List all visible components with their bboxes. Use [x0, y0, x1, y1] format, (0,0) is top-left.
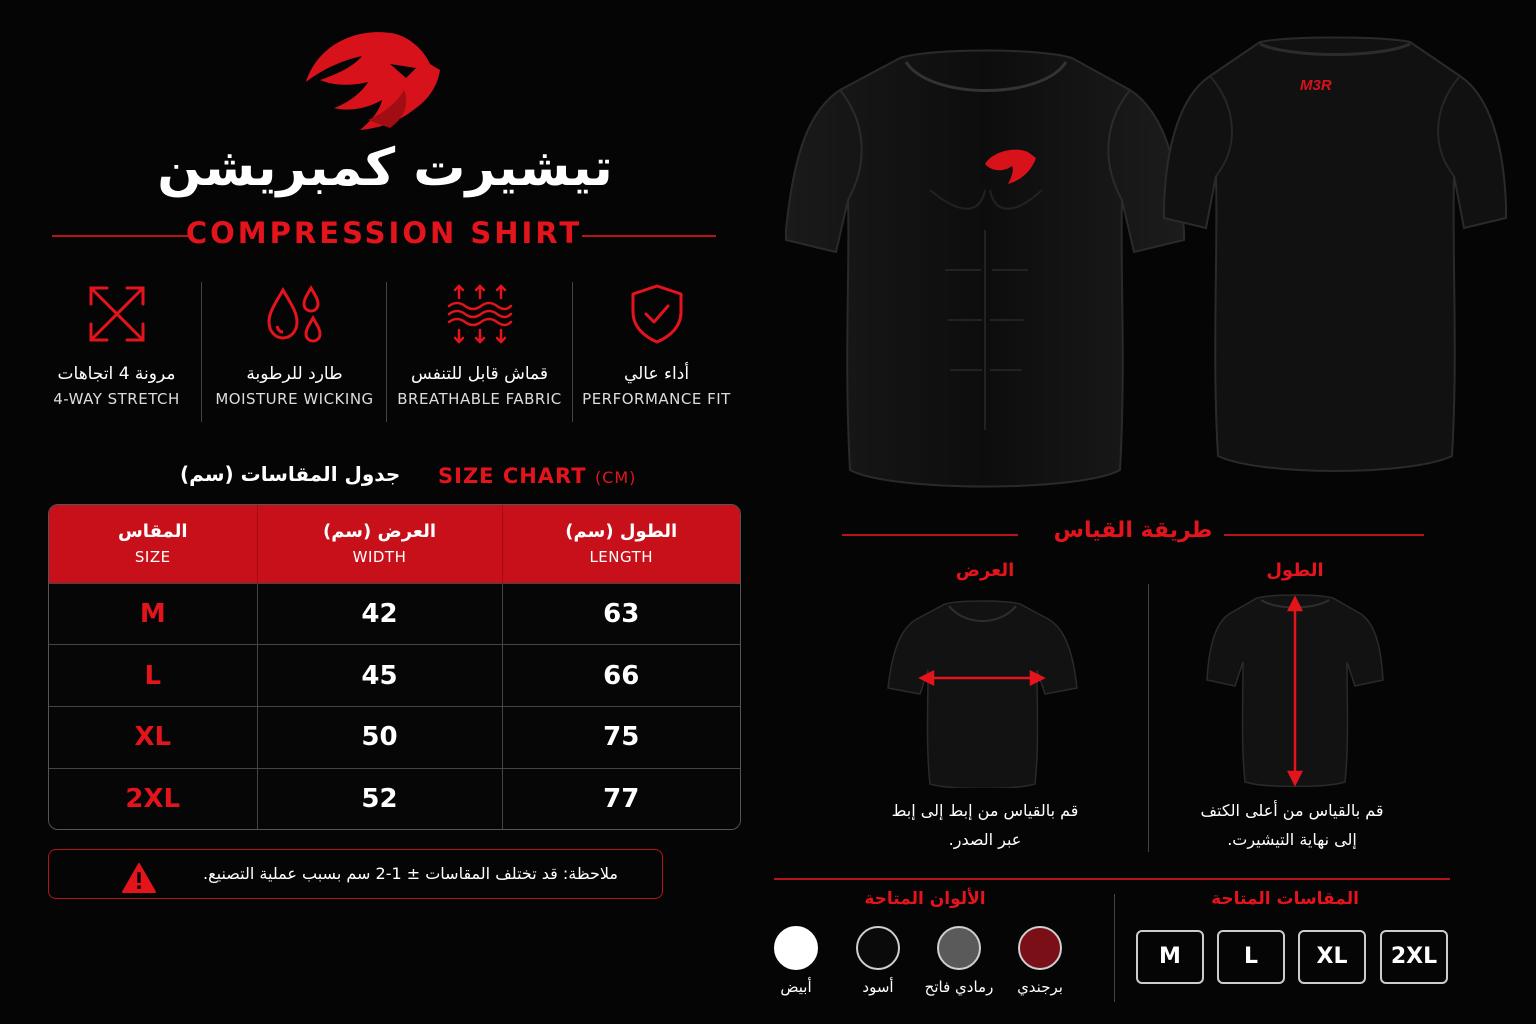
size-cell: XL: [49, 706, 257, 768]
column-header-size: [49, 505, 257, 583]
column-header-length: [502, 505, 740, 583]
back-print-text: M3R: [1300, 77, 1332, 94]
water-drops-icon: [263, 282, 327, 346]
sizes-title: المقاسات المتاحة: [1211, 889, 1359, 909]
size-note: [48, 849, 663, 899]
feature-label-ar: قماش قابل للتنفس: [411, 364, 548, 384]
table-header-row: [49, 505, 740, 583]
feature-label-ar: مرونة 4 اتجاهات: [57, 364, 176, 384]
size-chart-title-ar: جدول المقاسات (سم): [180, 462, 401, 486]
width-cell: 50: [257, 706, 502, 768]
divider-right: [1224, 534, 1424, 536]
length-cell: 66: [502, 645, 740, 707]
color-label: رمادي فاتح: [924, 978, 994, 996]
size-option-l[interactable]: L: [1217, 930, 1285, 984]
four-way-arrows-icon: [85, 282, 149, 346]
length-description-line: قم بالقياس من أعلى الكتف: [1200, 801, 1384, 820]
size-cell: 2XL: [49, 768, 257, 829]
measure-divider: [1148, 584, 1149, 852]
feature-label-en: PERFORMANCE FIT: [582, 390, 731, 408]
colors-title: الألوان المتاحة: [864, 889, 986, 909]
size-chart-table: [48, 504, 741, 830]
size-option-m[interactable]: M: [1136, 930, 1204, 984]
size-chart-title-en: [438, 464, 636, 488]
page-title-arabic: تيشيرت كمبريشن: [157, 138, 613, 198]
table-row: [49, 706, 740, 768]
divider-right: [582, 235, 716, 237]
size-option-2xl[interactable]: 2XL: [1380, 930, 1448, 984]
color-label: برجندي: [1017, 978, 1063, 996]
feature-performance-fit: [564, 282, 749, 424]
shield-check-icon: [625, 282, 689, 346]
length-description: [1152, 796, 1432, 854]
feature-breathable-fabric: [387, 282, 572, 424]
column-header-ar: العرض (سم): [322, 521, 437, 543]
table-row: [49, 583, 740, 645]
bottom-vertical-divider: [1114, 894, 1115, 1002]
subtitle-banner: [52, 214, 716, 258]
length-label: الطول: [1266, 560, 1324, 581]
table-row: [49, 645, 740, 707]
length-cell: 63: [502, 583, 740, 645]
shirt-back-image: [1160, 36, 1510, 476]
feature-label-ar: أداء عالي: [623, 364, 690, 384]
size-cell: M: [49, 583, 257, 645]
size-option-xl[interactable]: XL: [1298, 930, 1366, 984]
length-cell: 77: [502, 768, 740, 829]
feature-label-en: BREATHABLE FABRIC: [397, 390, 562, 408]
airflow-waves-icon: [445, 282, 515, 346]
width-cell: 52: [257, 768, 502, 829]
size-chart-title-text: SIZE CHART: [438, 464, 587, 488]
column-header-en: SIZE: [134, 548, 171, 567]
color-swatch-burgundy[interactable]: [1018, 926, 1062, 970]
table-row: [49, 768, 740, 829]
red-lion-head-icon: [298, 24, 444, 136]
bottom-divider: [774, 878, 1450, 880]
column-header-width: [257, 505, 502, 583]
page-title-english: COMPRESSION SHIRT: [185, 216, 583, 250]
feature-label-en: MOISTURE WICKING: [215, 390, 374, 408]
warning-triangle-icon: [121, 862, 157, 894]
color-swatch-white[interactable]: [774, 926, 818, 970]
color-label: أبيض: [780, 978, 812, 996]
feature-label-ar: طارد للرطوبة: [246, 364, 343, 384]
length-cell: 75: [502, 706, 740, 768]
width-label: العرض: [955, 560, 1015, 581]
size-cell: L: [49, 645, 257, 707]
column-header-en: WIDTH: [352, 548, 407, 567]
color-swatch-light-gray[interactable]: [937, 926, 981, 970]
column-header-ar: المقاس: [117, 521, 188, 543]
width-description: [850, 796, 1120, 854]
width-cell: 42: [257, 583, 502, 645]
feature-moisture-wicking: [202, 282, 387, 424]
feature-label-en: 4-WAY STRETCH: [53, 390, 180, 408]
width-measure-illustration: [885, 598, 1080, 788]
size-note-text: ملاحظة: قد تختلف المقاسات ± 1-2 سم بسبب عملية التصنيع.: [203, 864, 618, 883]
color-label: أسود: [862, 978, 894, 996]
shirt-front-image: [780, 40, 1190, 495]
column-header-ar: الطول (سم): [565, 521, 678, 543]
width-description-line: قم بالقياس من إبط إلى إبط: [891, 801, 1079, 820]
size-chart-unit: (CM): [594, 468, 637, 487]
length-measure-illustration: [1205, 592, 1385, 787]
color-swatch-black[interactable]: [856, 926, 900, 970]
measure-title: طريقة القياس: [1053, 518, 1213, 543]
width-description-line: عبر الصدر.: [948, 830, 1022, 849]
size-chart-heading: [150, 462, 670, 492]
length-description-line: إلى نهاية التيشيرت.: [1227, 830, 1357, 849]
column-header-en: LENGTH: [589, 548, 654, 567]
width-cell: 45: [257, 645, 502, 707]
feature-four-way-stretch: [24, 282, 209, 424]
measure-heading: [842, 518, 1424, 548]
